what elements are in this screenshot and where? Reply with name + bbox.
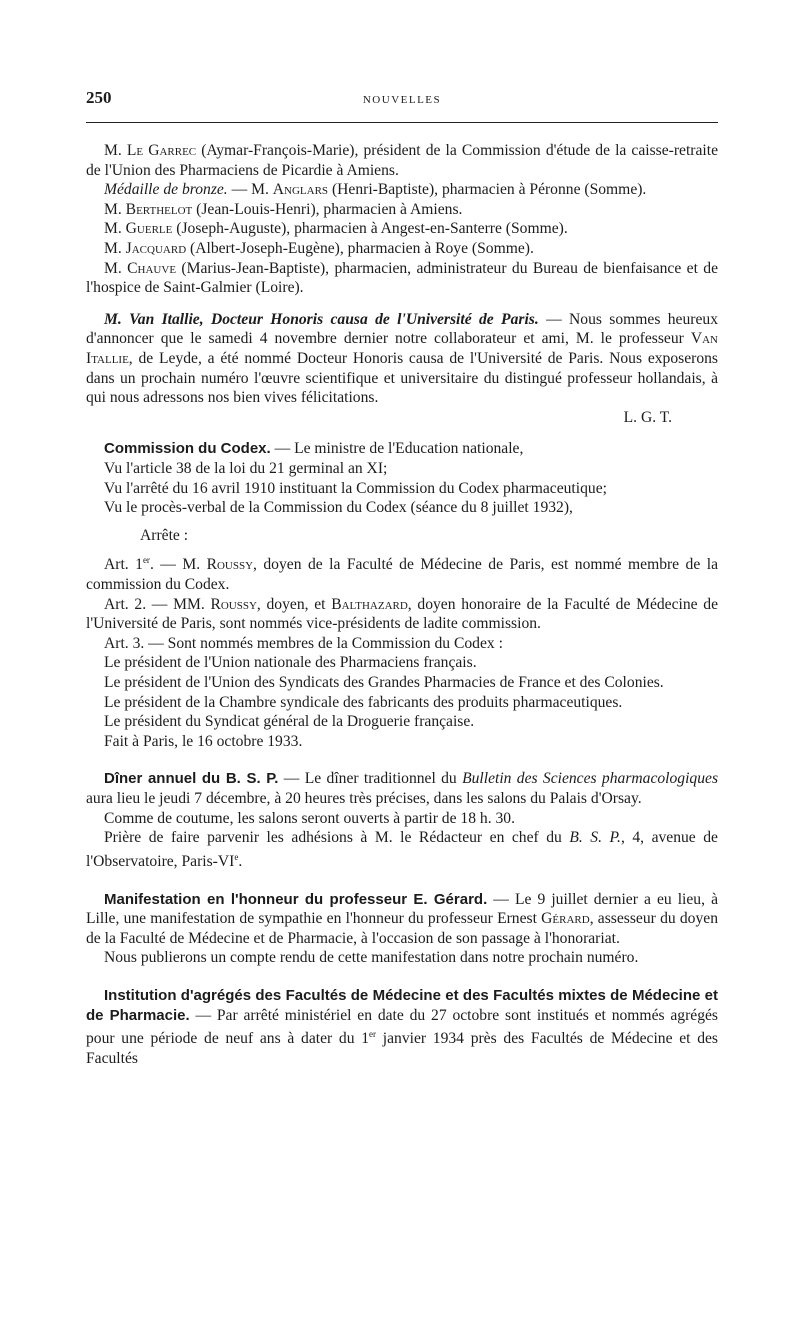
codex-member: Le président de l'Union des Syndicats des Grandes Pharmacies de France et des Colonies.: [104, 674, 664, 692]
award-item: Médaille de bronze. — M. Anglars (Henri-Baptiste), pharmacien à Péronne (Somme).: [104, 181, 647, 199]
codex-vu: Vu l'article 38 de la loi du 21 germinal an XI;: [104, 459, 388, 477]
agreges-title: Institution d'agrégés des Facultés de Médecine et des Facultés mixtes de Médecine et de Pharmacie.: [86, 986, 718, 1024]
running-title: NOUVELLES: [362, 94, 442, 106]
codex-article-1: Art. 1er. — M. Roussy, doyen de la Faculté de Médecine de Paris, est nommé membre de la commission du Codex.: [86, 555, 718, 594]
page-number: 250: [86, 88, 112, 107]
codex-paragraph: Commission du Codex. — Le ministre de l'Education nationale,: [104, 440, 524, 458]
codex-title: Commission du Codex.: [104, 440, 271, 458]
codex-member: Le président de la Chambre syndicale des fabricants des produits pharmaceutiques.: [104, 693, 623, 711]
codex-member: Le président du Syndicat général de la Droguerie française.: [104, 713, 475, 731]
page: [86, 86, 718, 1069]
award-item: M. Chauve (Marius-Jean-Baptiste), pharmacien, administrateur du Bureau de bienfaisance et de l'hospice de Saint-Galmier (Loire).: [86, 259, 718, 297]
signature: L. G. T.: [623, 408, 672, 426]
codex-member: Le président de l'Union nationale des Pharmaciens français.: [104, 654, 477, 672]
codex-arrete: Arrête :: [140, 526, 189, 544]
diner-paragraph: Dîner annuel du B. S. P. — Le dîner traditionnel du Bulletin des Sciences pharmacologiques aura lieu le jeudi 7 décembre, à 20 heures très précises, dans les salons du Palais d'Orsay.: [86, 770, 719, 807]
award-item: M. Berthelot (Jean-Louis-Henri), pharmacien à Amiens.: [104, 200, 463, 218]
diner-adhesions: Prière de faire parvenir les adhésions à M. le Rédacteur en chef du B. S. P., 4, avenue de l'Observatoire, Paris-VIe.: [86, 829, 718, 870]
van-itallie-title: M. Van Itallie, Docteur Honoris causa de l'Université de Paris.: [104, 310, 539, 328]
award-item: M. Guerle (Joseph-Auguste), pharmacien à Angest-en-Santerre (Somme).: [104, 220, 568, 238]
gerard-paragraph: Manifestation en l'honneur du professeur E. Gérard. — Le 9 juillet dernier a eu lieu, à Lille, une manifestation de sympathie en l'honneur du professeur Ernest Gérard, assesseur du doyen de la Faculté de Médecine et de Pharmacie, à l'occasion de son passage à l'honorariat.: [86, 890, 718, 947]
codex-date: Fait à Paris, le 16 octobre 1933.: [104, 732, 303, 750]
agreges-paragraph: Institution d'agrégés des Facultés de Médecine et des Facultés mixtes de Médecine et de Pharmacie. — Par arrêté ministériel en date du 27 octobre sont institués et nommés agrégés pour une période de neuf ans à dater du 1er janvier 1934 près des Facultés de Médecine et des Facultés: [86, 986, 718, 1067]
gerard-title: Manifestation en l'honneur du professeur E. Gérard.: [104, 890, 488, 908]
gerard-followup: Nous publierons un compte rendu de cette manifestation dans notre prochain numéro.: [104, 949, 639, 967]
award-item: M. Le Garrec (Aymar-François-Marie), président de la Commission d'étude de la caisse-retraite de l'Union des Pharmaciens de Picardie à Amiens.: [86, 142, 719, 179]
codex-vu: Vu l'arrêté du 16 avril 1910 instituant la Commission du Codex pharmaceutique;: [104, 479, 607, 497]
codex-vu: Vu le procès-verbal de la Commission du Codex (séance du 8 juillet 1932),: [104, 499, 573, 517]
codex-article-2: Art. 2. — MM. Roussy, doyen, et Balthazard, doyen honoraire de la Faculté de Médecine de l'Université de Paris, sont nommés vice-présidents de ladite commission.: [86, 595, 718, 633]
diner-title: Dîner annuel du B. S. P.: [104, 770, 279, 788]
van-itallie-paragraph: M. Van Itallie, Docteur Honoris causa de l'Université de Paris. — Nous sommes heureux d'annoncer que le samedi 4 novembre dernier notre collaborateur et ami, M. le professeur Van Itallie, de Leyde, a été nommé Docteur Honoris causa de l'Université de Paris. Nous exposerons dans un prochain numéro l'œuvre scientifique et universitaire du distingué professeur hollandais, à qui nous adressons nos bien vives félicitations.: [86, 310, 718, 407]
header-rule: [86, 122, 718, 123]
award-item: M. Jacquard (Albert-Joseph-Eugène), pharmacien à Roye (Somme).: [104, 239, 534, 257]
codex-article-3: Art. 3. — Sont nommés membres de la Commission du Codex :: [104, 634, 503, 652]
page-header: [86, 86, 718, 112]
diner-hours: Comme de coutume, les salons seront ouverts à partir de 18 h. 30.: [104, 809, 515, 827]
